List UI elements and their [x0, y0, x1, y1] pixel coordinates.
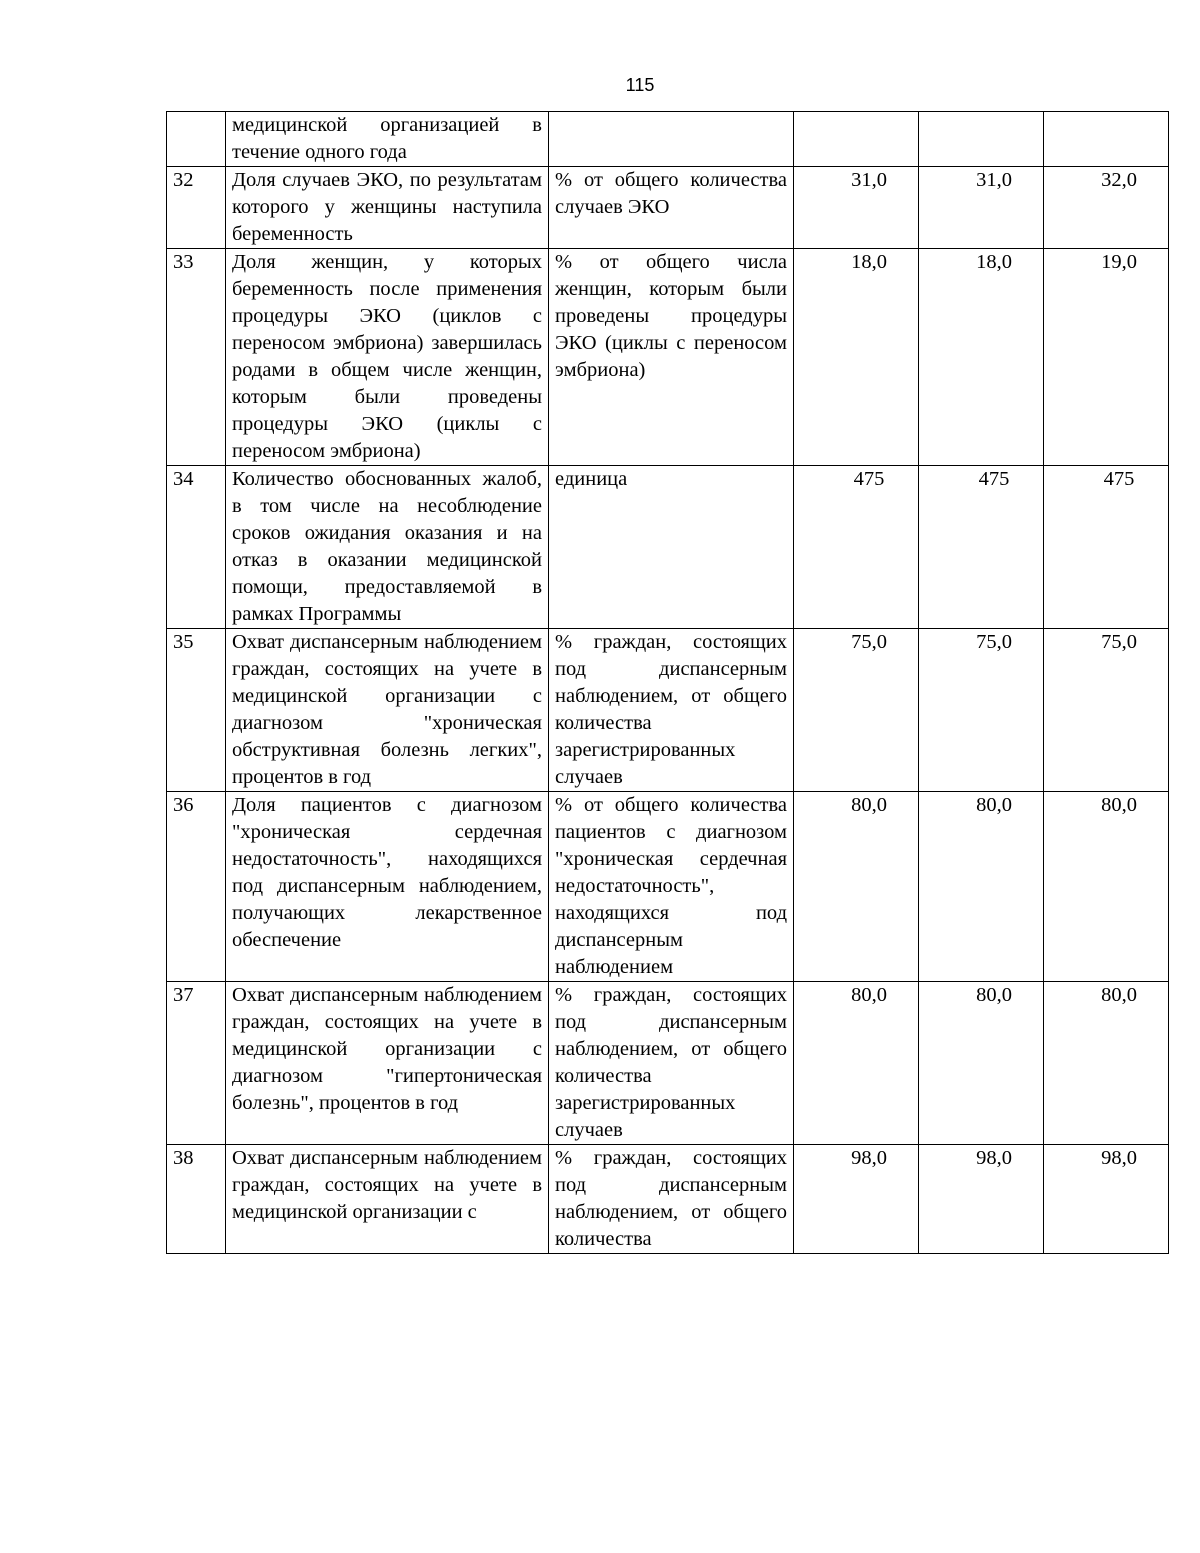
value-year-3: 32,0 [1044, 167, 1169, 249]
row-number: 34 [167, 466, 226, 629]
value-year-1: 75,0 [794, 629, 919, 792]
table-row [167, 249, 1169, 466]
value-year-3: 75,0 [1044, 629, 1169, 792]
row-number: 37 [167, 982, 226, 1145]
indicators-table-body [167, 112, 1169, 1254]
indicator-name: Доля случаев ЭКО, по результатам которого у женщины наступила беременность [226, 167, 549, 249]
table-row [167, 982, 1169, 1145]
table-row [167, 1145, 1169, 1254]
value-year-1: 31,0 [794, 167, 919, 249]
unit-of-measure: % от общего количества случаев ЭКО [549, 167, 794, 249]
unit-of-measure [549, 112, 794, 167]
value-year-1: 18,0 [794, 249, 919, 466]
unit-of-measure: % граждан, состоящих под диспансерным наблюдением, от общего количества [549, 1145, 794, 1254]
unit-of-measure: единица [549, 466, 794, 629]
indicator-name: Охват диспансерным наблюдением граждан, состоящих на учете в медицинской организации с диагнозом "хроническая обструктивная болезнь легких", процентов в год [226, 629, 549, 792]
table-row [167, 466, 1169, 629]
table-row [167, 112, 1169, 167]
indicator-name: Охват диспансерным наблюдением граждан, состоящих на учете в медицинской организации с [226, 1145, 549, 1254]
indicator-name: Доля женщин, у которых беременность после применения процедуры ЭКО (циклов с переносом эмбриона) завершилась родами в общем числе женщин, которым были проведены процедуры ЭКО (циклы с переносом эмбриона) [226, 249, 549, 466]
indicator-name: медицинской организацией в течение одного года [226, 112, 549, 167]
value-year-1: 98,0 [794, 1145, 919, 1254]
page-number: 115 [625, 75, 655, 95]
value-year-3: 80,0 [1044, 792, 1169, 982]
value-year-1: 80,0 [794, 792, 919, 982]
value-year-2: 475 [919, 466, 1044, 629]
row-number: 36 [167, 792, 226, 982]
value-year-1: 80,0 [794, 982, 919, 1145]
unit-of-measure: % граждан, состоящих под диспансерным наблюдением, от общего количества зарегистрированных случаев [549, 982, 794, 1145]
value-year-3: 80,0 [1044, 982, 1169, 1145]
row-number: 33 [167, 249, 226, 466]
row-number [167, 112, 226, 167]
table-row [167, 792, 1169, 982]
value-year-3: 19,0 [1044, 249, 1169, 466]
value-year-2: 18,0 [919, 249, 1044, 466]
indicator-name: Количество обоснованных жалоб, в том числе на несоблюдение сроков ожидания оказания и на отказ в оказании медицинской помощи, предоставляемой в рамках Программы [226, 466, 549, 629]
value-year-3 [1044, 112, 1169, 167]
value-year-1 [794, 112, 919, 167]
row-number: 35 [167, 629, 226, 792]
unit-of-measure: % граждан, состоящих под диспансерным наблюдением, от общего количества зарегистрированных случаев [549, 629, 794, 792]
indicators-table [166, 111, 1169, 1254]
indicator-name: Охват диспансерным наблюдением граждан, состоящих на учете в медицинской организации с диагнозом "гипертоническая болезнь", процентов в год [226, 982, 549, 1145]
indicator-name: Доля пациентов с диагнозом "хроническая сердечная недостаточность", находящихся под диспансерным наблюдением, получающих лекарственное обеспечение [226, 792, 549, 982]
value-year-3: 98,0 [1044, 1145, 1169, 1254]
value-year-2: 98,0 [919, 1145, 1044, 1254]
value-year-2: 31,0 [919, 167, 1044, 249]
value-year-2: 80,0 [919, 982, 1044, 1145]
table-row [167, 629, 1169, 792]
row-number: 32 [167, 167, 226, 249]
value-year-2: 80,0 [919, 792, 1044, 982]
table-row [167, 167, 1169, 249]
value-year-2: 75,0 [919, 629, 1044, 792]
value-year-2 [919, 112, 1044, 167]
value-year-3: 475 [1044, 466, 1169, 629]
value-year-1: 475 [794, 466, 919, 629]
unit-of-measure: % от общего количества пациентов с диагнозом "хроническая сердечная недостаточность", находящихся под диспансерным наблюдением [549, 792, 794, 982]
unit-of-measure: % от общего числа женщин, которым были проведены процедуры ЭКО (циклы с переносом эмбриона) [549, 249, 794, 466]
row-number: 38 [167, 1145, 226, 1254]
